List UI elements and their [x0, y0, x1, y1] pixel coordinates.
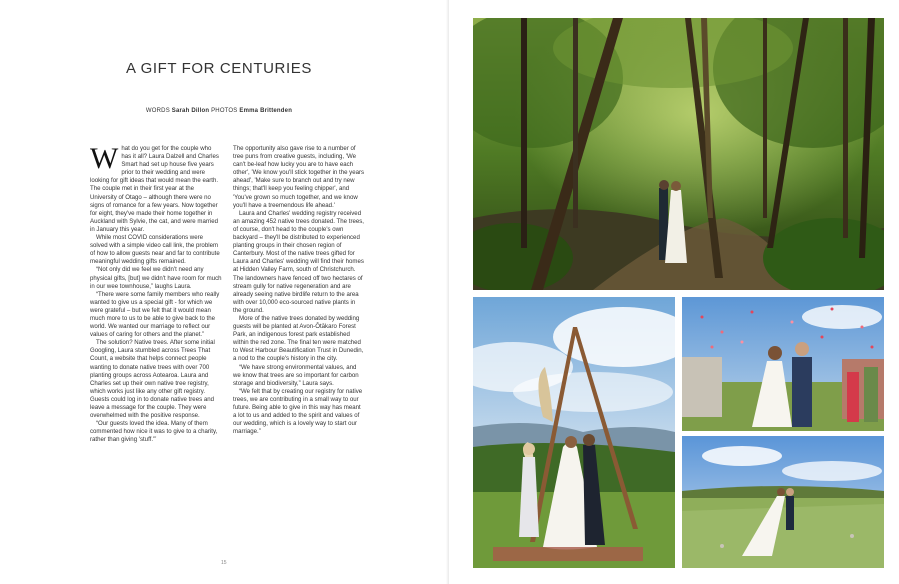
writer-name: Sarah Dillon	[171, 108, 210, 114]
confetti-walk-photo	[682, 297, 884, 431]
paragraph: “We have strong environmental values, and we know that trees are so important for carbon storage and biodiversity,” Laura says.	[233, 363, 359, 387]
drop-cap: W	[90, 142, 119, 175]
field-walk-photo	[682, 436, 884, 568]
photos-label: PHOTOS	[211, 108, 238, 114]
paragraph: The opportunity also gave rise to a number of tree puns from creative guests, including, 'We can't be-leaf how lucky you are to have each other', 'We know you'll stick together in the years ahead', 'Make sure to branch out and try new things; that'll keep you feeling chipper', and 'You've grown so much together, and we know you'll have a treemendous life ahead.'	[233, 145, 365, 209]
paragraph: “Not only did we feel we didn't need any physical gifts, [but] we didn't have room for much in our wee townhouse,” laughs Laura.	[90, 266, 222, 290]
paragraph: “Our guests loved the idea. Many of them commented how nice it was to give to a charity, rather than giving 'stuff.'”	[90, 420, 218, 444]
ceremony-arch-photo	[473, 297, 675, 568]
paragraph: What do you get for the couple who has it all? Laura Dalzell and Charles Smart had set up house five years prior to their wedding and were looking for gift ideas that would mean the earth. The couple met in their first year at the University of Otago – although there were no signs of romance for a few years. Now together for eight, they've made their home together in Auckland with Sylvie, the cat, and were married in January this year.	[90, 142, 219, 233]
article-title: A GIFT FOR CENTURIES	[126, 60, 312, 77]
paragraph: “We felt that by creating our registry for native trees, we are contributing in a small way to our future. Being able to give in this way has meant a lot to us and added to the spirit and values of our wedding, which is a lovely way to start our marriage.”	[233, 387, 363, 436]
words-label: WORDS	[145, 108, 170, 114]
text-column-1	[90, 142, 222, 444]
paragraph: The solution? Native trees. After some initial Googling, Laura stumbled across Trees That Count, a website that helps connect people wanting to donate native trees with over 700 planting groups across Aotearoa. Laura and Charles set up their own native tree registry, which works just like any other gift registry. Guests could log in to donate native trees and leave a message for the couple. They were overwhelmed with the positive response.	[90, 339, 215, 420]
photographer-name: Emma Brittenden	[239, 108, 293, 114]
paragraph: Laura and Charles' wedding registry received an amazing 452 native trees donated. The trees, of course, don't head to the couple's own backyard – they'll be distributed to experienced planting groups in their chosen region of Canterbury. Most of the native trees gifted for Laura and Charles' wedding will find their homes at Hidden Valley Farm, south of Christchurch. The landowners have fenced off two hectares of stream gully for native regeneration and are already seeing native birdlife return to the area with over 10,000 eco-sourced native plants in the ground.	[233, 209, 364, 314]
paragraph: “There were some family members who really wanted to give us a special gift - for which we were grateful – but we felt that it would mean much more to us to be able to give back to the world. We wanted our marriage to reflect our values of caring for others and the planet.”	[90, 290, 220, 339]
paragraph: While most COVID considerations were solved with a simple video call link, the problem of how to allow guests near and far to contribute meaningful wedding gifts remained.	[90, 234, 220, 266]
article-credits	[88, 108, 350, 114]
paragraph: More of the native trees donated by wedding guests will be planted at Avon-Ōtākaro Forest Park, an indigenous forest park established within the red zone. The final ten were matched to West Harbour Beautification Trust in Dunedin, a nod to the couple's history in the city.	[233, 314, 364, 363]
forest-couple-photo	[473, 18, 884, 290]
left-page	[0, 0, 449, 584]
page-number: 15	[221, 560, 227, 566]
text-column-2	[233, 145, 365, 436]
